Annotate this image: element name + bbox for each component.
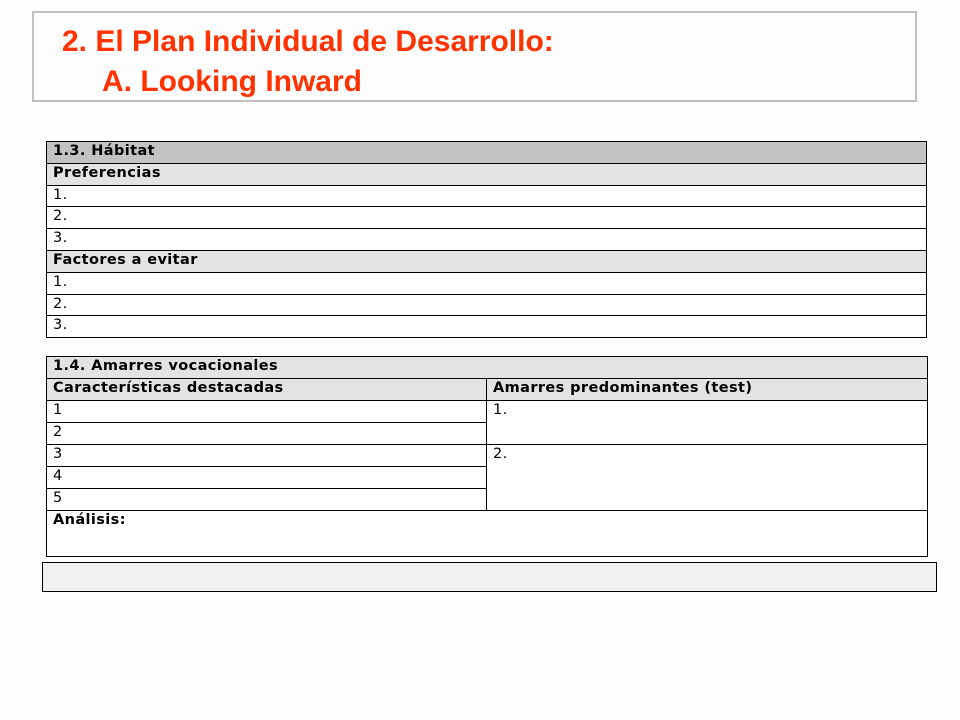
avoid-factor-item-2[interactable]: 2. — [47, 294, 927, 316]
trait-item-3[interactable]: 3 — [47, 445, 487, 467]
preferences-header: Preferencias — [47, 163, 927, 185]
preference-item-3[interactable]: 3. — [47, 229, 927, 251]
avoid-factors-header: Factores a evitar — [47, 250, 927, 272]
trait-item-5[interactable]: 5 — [47, 489, 487, 511]
preference-item-2[interactable]: 2. — [47, 207, 927, 229]
avoid-factor-item-1[interactable]: 1. — [47, 272, 927, 294]
avoid-factor-item-3[interactable]: 3. — [47, 316, 927, 338]
trait-item-2[interactable]: 2 — [47, 423, 487, 445]
trait-item-4[interactable]: 4 — [47, 467, 487, 489]
slide-title-line-1: 2. El Plan Individual de Desarrollo: — [62, 25, 554, 58]
amarres-section-title: 1.4. Amarres vocacionales — [47, 357, 928, 379]
outstanding-traits-header: Características destacadas — [47, 379, 487, 401]
trait-item-1[interactable]: 1 — [47, 401, 487, 423]
slide-title-box — [32, 11, 917, 102]
habitat-section-title: 1.3. Hábitat — [47, 142, 927, 164]
preference-item-1[interactable]: 1. — [47, 185, 927, 207]
analysis-field[interactable]: Análisis: — [47, 511, 928, 557]
predominant-amarres-header: Amarres predominantes (test) — [487, 379, 928, 401]
amarres-table — [46, 356, 928, 557]
bottom-bar — [42, 562, 937, 592]
amarre-item-2[interactable]: 2. — [487, 445, 928, 511]
slide-title-line-2: A. Looking Inward — [102, 65, 362, 98]
habitat-table — [46, 141, 927, 338]
amarre-item-1[interactable]: 1. — [487, 401, 928, 445]
